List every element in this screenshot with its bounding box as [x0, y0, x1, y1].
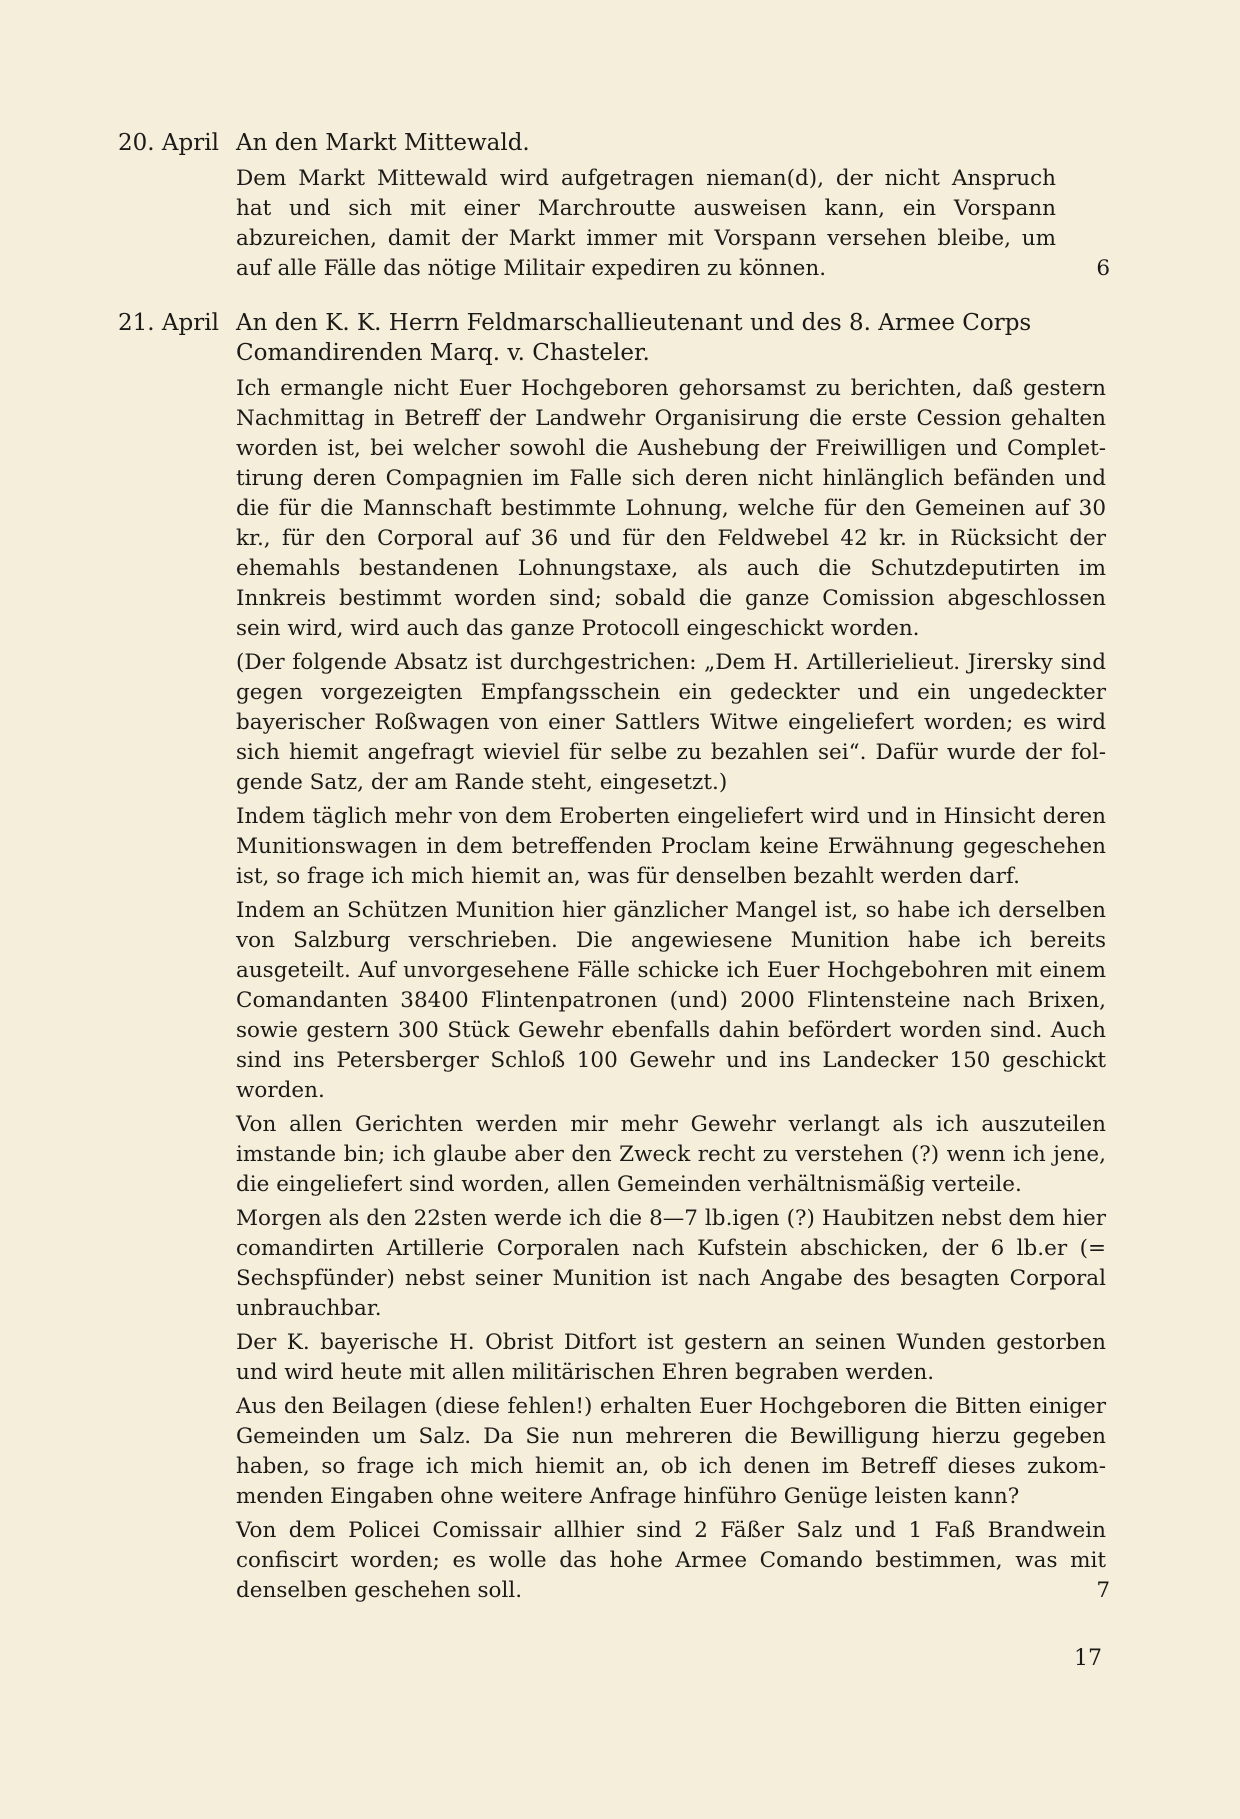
document-number: 6 [1096, 256, 1110, 281]
paragraph: Ich ermangle nicht Euer Hochgeboren gehorsamst zu berichten, daß gestern Nachmittag in Betreff der Landwehr Organisirung die erste Cession gehalten worden ist, bei welcher sowohl die Aushebung der Freiwilligen und Complettirung deren Compagnien im Falle sich deren nicht hinlänglich befänden und die für die Mannschaft bestimmte Lohnung, welche für den Gemeinen auf 30 kr., für den Corporal auf 36 und für den Feldwebel 42 kr. in Rücksicht der ehemahls bestandenen Lohnungstaxe, als auch die Schutzdeputirten im Innkreis bestimmt worden sind; sobald die ganze Comission abgeschlossen sein wird, wird auch das ganze Protocoll eingeschickt worden. [236, 376, 1106, 641]
document-number: 7 [1096, 1578, 1110, 1603]
entry-heading: An den Markt Mittewald. [236, 130, 530, 156]
entry-text-block [236, 1516, 1110, 1606]
paragraph: Indem an Schützen Munition hier gänzlicher Mangel ist, so habe ich derselben von Salzburg verschrieben. Die angewiesene Munition habe ich bereits ausgeteilt. Auf unvorgesehene Fälle schicke ich Euer Hochgebohren mit einem Comandanten 38400 Flintenpatronen (und) 2000 Flintensteine nach Brixen, sowie gestern 300 Stück Gewehr ebenfalls dahin befördert worden sind. Auch sind ins Petersberger Schloß 100 Gewehr und ins Landecker 150 geschickt worden. [236, 898, 1106, 1103]
entry-body [236, 128, 1110, 288]
paragraph: (Der folgende Absatz ist durchgestrichen: „Dem H. Artillerielieut. Jirersky sind gegen vorgezeigten Empfangsschein ein gedeckter und ein ungedeckter bayerischer Roßwagen von einer Sattlers Witwe eingeliefert worden; es wird sich hiemit angefragt wieviel für selbe zu bezahlen sei“. Dafür wurde der folgende Satz, der am Rande steht, eingesetzt.) [236, 650, 1106, 795]
paragraph: Von dem Policei Comissair allhier sind 2 Fäßer Salz und 1 Faß Brandwein confiscirt worden; es wolle das hohe Armee Comando bestimmen, was mit denselben geschehen soll. [236, 1518, 1106, 1603]
entry-text-block [236, 164, 1110, 284]
page-number: 17 [1074, 1646, 1102, 1671]
entry-heading: An den K. K. Herrn Feldmarschallieutenant und des 8. Armee Corps Comandirenden Marq. v. Chasteler. [236, 310, 1032, 366]
paragraph: Von allen Gerichten werden mir mehr Gewehr verlangt als ich auszuteilen imstande bin; ich glaube aber den Zweck recht zu verstehen (?) wenn ich jene, die eingeliefert sind worden, allen Gemeinden verhältnismäßig verteile. [236, 1112, 1106, 1197]
entry-body [236, 308, 1110, 1610]
paragraph: Dem Markt Mittewald wird aufgetragen nieman(d), der nicht Anspruch hat und sich mit einer Marchroutte ausweisen kann, ein Vorspann abzureichen, damit der Markt immer mit Vorspann versehen bleibe, um auf alle Fälle das nötige Militair expediren zu können. [236, 166, 1056, 281]
paragraph: Morgen als den 22sten werde ich die 8—7 lb.igen (?) Haubitzen nebst dem hier comandirten Artillerie Corporalen nach Kufstein abschicken, der 6 lb.er (= Sechspfünder) nebst seiner Munition ist nach Angabe des besagten Corporal unbrauchbar. [236, 1206, 1106, 1321]
paragraph: Aus den Beilagen (diese fehlen!) erhalten Euer Hochgeboren die Bitten einiger Gemeinden um Salz. Da Sie nun mehreren die Bewilligung hierzu gegeben haben, so frage ich mich hiemit an, ob ich denen im Betreff dieses zukommenden Eingaben ohne weitere Anfrage hinführo Genüge leisten kann? [236, 1394, 1106, 1509]
entry-date: 21. April [118, 310, 219, 336]
paragraph: Indem täglich mehr von dem Eroberten eingeliefert wird und in Hinsicht deren Munitionswagen in dem betreffenden Proclam keine Erwähnung gegeschehen ist, so frage ich mich hiemit an, was für denselben bezahlt werden darf. [236, 804, 1106, 889]
paragraph: Der K. bayerische H. Obrist Ditfort ist gestern an seinen Wunden gestorben und wird heute mit allen militärischen Ehren begraben werden. [236, 1330, 1106, 1385]
entry-date: 20. April [118, 130, 219, 156]
